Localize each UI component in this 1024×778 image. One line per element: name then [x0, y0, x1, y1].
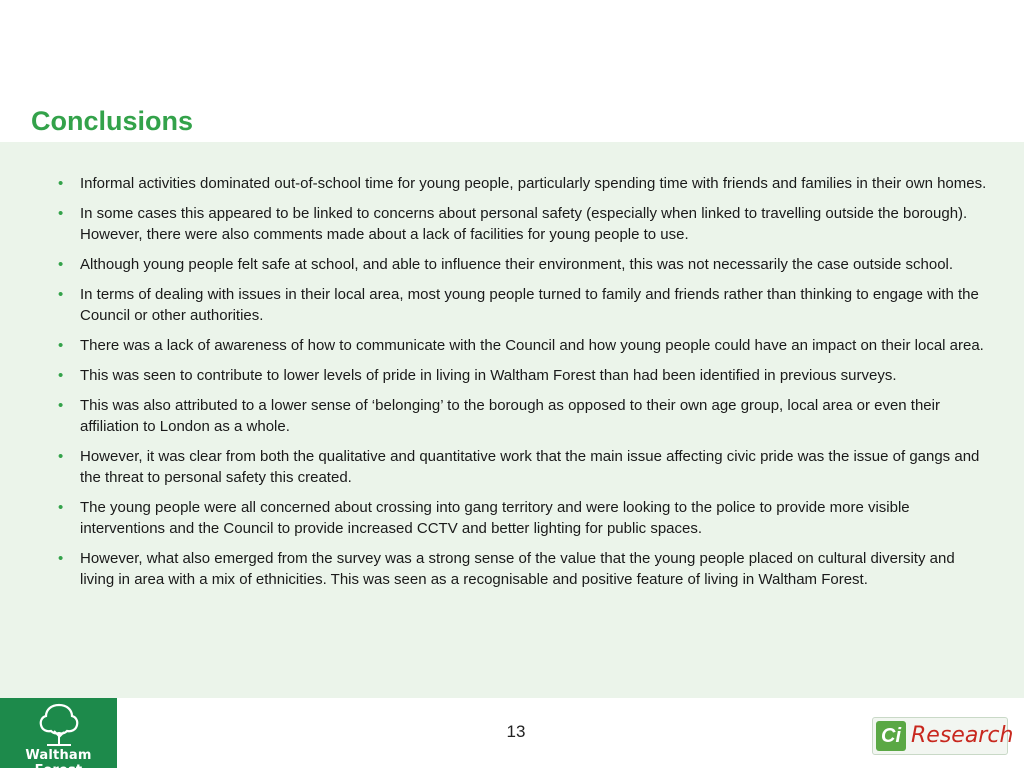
bullet-item: • There was a lack of awareness of how to communicate with the Council and how young people could have an impact on their local area.	[58, 335, 988, 356]
slide-title: Conclusions	[31, 106, 194, 136]
waltham-forest-logo	[0, 698, 117, 778]
bullet-item: • In terms of dealing with issues in their local area, most young people turned to family and friends rather than thinking to engage with the Council or other authorities.	[58, 284, 988, 326]
tree-icon	[37, 702, 81, 748]
conclusions-list	[58, 173, 988, 599]
bullet-item: • In some cases this appeared to be linked to concerns about personal safety (especially when linked to travelling outside the borough). However, there were also comments made about a lack of facilities for young people to use.	[58, 203, 988, 245]
bullet-item: • This was seen to contribute to lower levels of pride in living in Waltham Forest than had been identified in previous surveys.	[58, 365, 988, 386]
bullet-item: • Although young people felt safe at school, and able to influence their environment, this was not necessarily the case outside school.	[58, 254, 988, 275]
bullet-item: • Informal activities dominated out-of-school time for young people, particularly spending time with friends and families in their own homes.	[58, 173, 988, 194]
page-number: 13	[506, 722, 526, 741]
research-wordmark: Research	[911, 723, 1014, 748]
bullet-item: • This was also attributed to a lower sense of ‘belonging’ to the borough as opposed to their own age group, local area or even their affiliation to London as a whole.	[58, 395, 988, 437]
bullet-item: • However, what also emerged from the survey was a strong sense of the value that the young people placed on cultural diversity and living in area with a mix of ethnicities. This was seen as a recognisable and positive feature of living in Waltham Forest.	[58, 548, 988, 590]
ci-badge: Ci	[876, 721, 906, 751]
content-panel	[0, 142, 1024, 698]
waltham-forest-logo-text: Waltham Forest	[25, 748, 92, 778]
bullet-item: • However, it was clear from both the qualitative and quantitative work that the main issue affecting civic pride was the issue of gangs and the threat to personal safety this created.	[58, 446, 988, 488]
bullet-item: • The young people were all concerned about crossing into gang territory and were looking to the police to provide more visible interventions and the Council to provide increased CCTV and better lighting for public spaces.	[58, 497, 988, 539]
ci-research-logo	[872, 717, 1014, 755]
